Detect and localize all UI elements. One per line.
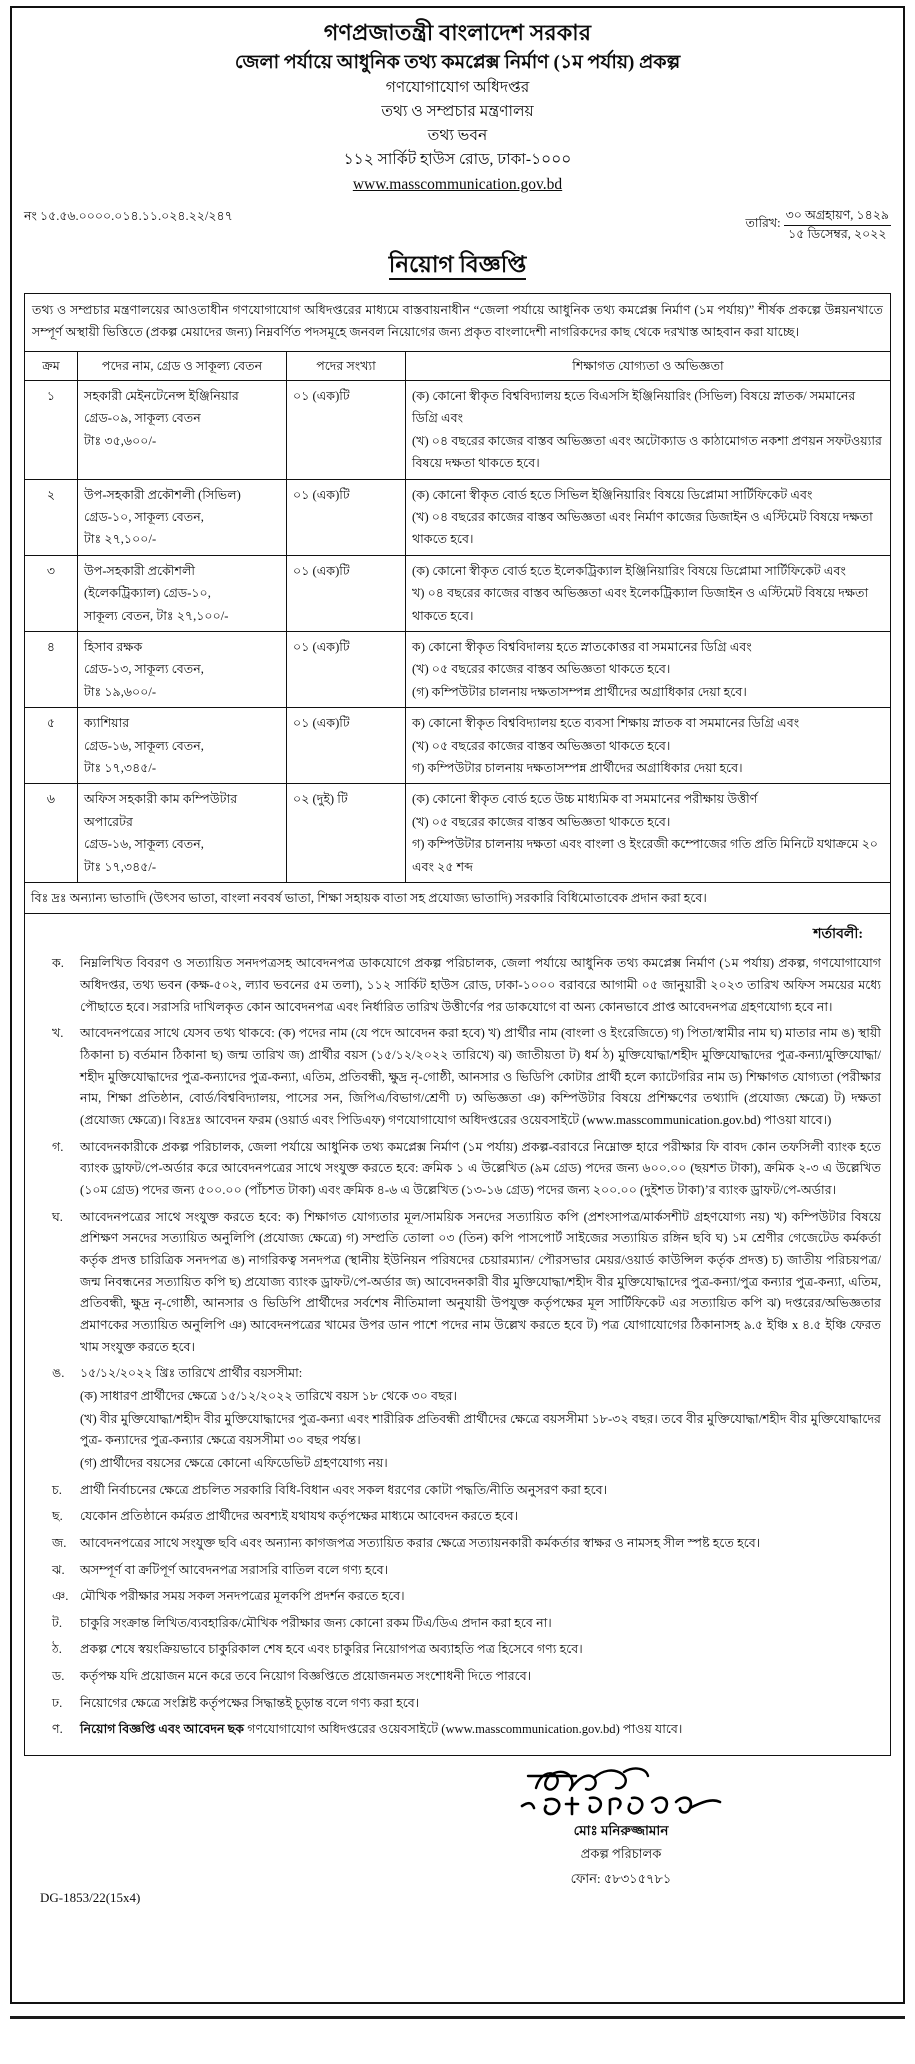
row-serial: ২ xyxy=(25,479,78,555)
row-qualification xyxy=(406,708,891,784)
condition-marker: ঝ. xyxy=(52,1562,65,1577)
table-header-row xyxy=(25,351,891,380)
post-line: (ইলেকট্রিক্যাল) গ্রেড-১০, xyxy=(84,586,211,601)
row-post xyxy=(78,631,287,707)
post-line: টাঃ ২৭,১০০/- xyxy=(84,532,157,547)
document-reference: DG-1853/22(15x4) xyxy=(40,1890,141,1906)
condition-item-na xyxy=(34,1719,881,1741)
col-header-qualification: শিক্ষাগত যোগ্যতা ও অভিজ্ঞতা xyxy=(406,351,891,380)
post-line: গ্রেড-১৬, সাকূল্য বেতন, xyxy=(84,738,204,753)
condition-text: অসম্পূর্ণ বা ক্রটিপূর্ণ আবেদনপত্র সরাসরি বাতিল বলে গণ্য হবে। xyxy=(80,1562,389,1577)
condition-marker: গ. xyxy=(52,1139,64,1154)
signatory-name: মোঃ মনিরুজ্জামান xyxy=(573,1823,669,1839)
condition-item-dha xyxy=(34,1693,881,1715)
row-serial: ৫ xyxy=(25,708,78,784)
memo-date-english: ১৫ ডিসেম্বর, ২০২২ xyxy=(788,226,887,241)
condition-text: প্রকল্প শেষে স্বয়ংক্রিয়ভাবে চাকুরিকাল শেষ হবে এবং চাকুরির নিয়োগপত্র অব্যাহতি পত্র হিসেবে গণ্য হবে। xyxy=(80,1642,583,1657)
memo-row xyxy=(24,208,891,242)
condition-marker: ঠ. xyxy=(52,1642,62,1657)
condition-text: নিয়োগের ক্ষেত্রে সংশ্লিষ্ট কর্তৃপক্ষের সিদ্ধান্তই চূড়ান্ত বলে গণ্য করা হবে। xyxy=(80,1695,420,1710)
row-serial: ৬ xyxy=(25,784,78,883)
post-line: গ্রেড-১৬, সাকূল্য বেতন, xyxy=(84,837,204,852)
page-title-text: নিয়োগ বিজ্ঞপ্তি xyxy=(389,252,526,280)
condition-marker: ক. xyxy=(52,956,64,971)
condition-item-nia xyxy=(34,1586,881,1608)
age-limit-heading: ১৫/১২/২০২২ খ্রিঃ তারিখে প্রার্থীর বয়সসীমা: xyxy=(80,1366,303,1381)
qualification-line: (ক) কোনো স্বীকৃত বোর্ড হতে সিভিল ইঞ্জিনিয়ারিং বিষয়ে ডিপ্লোমা সার্টিফিকেট এবং xyxy=(412,487,813,502)
post-line: গ্রেড-১৩, সাকূল্য বেতন, xyxy=(84,662,204,677)
memo-number: নং ১৫.৫৬.০০০০.০১৪.১১.০২৪.২২/২৪৭ xyxy=(24,208,233,223)
condition-item-jha xyxy=(34,1560,881,1582)
col-header-vacancies: পদের সংখ্যা xyxy=(287,351,406,380)
table-row xyxy=(25,380,891,479)
post-line: হিসাব রক্ষক xyxy=(84,639,143,654)
condition-item-da xyxy=(34,1666,881,1688)
condition-marker: ণ. xyxy=(52,1722,63,1737)
qualification-line: খ) ০৪ বছরের কাজের বাস্তব অভিজ্ঞতা এবং ইলেকট্রিক্যাল ডিজাইন ও এস্টিমেট বিষয়ে দক্ষতা থাকতে হবে। xyxy=(412,586,869,623)
post-line: উপ-সহকারী প্রকৌশলী (সিভিল) xyxy=(84,487,241,502)
qualification-line: (খ) ০৫ বছরের কাজের বাস্তব অভিজ্ঞতা থাকতে হবে। xyxy=(412,662,671,677)
table-note-row xyxy=(25,883,891,914)
qualification-line: ক) কোনো স্বীকৃত বিশ্ববিদ্যালয় হতে ব্যবসা শিক্ষায় স্নাতক বা সমমানের ডিগ্রি এবং xyxy=(412,716,800,731)
post-line: উপ-সহকারী প্রকৌশলী xyxy=(84,563,195,578)
qualification-line: (খ) ০৪ বছরের কাজের বাস্তব অভিজ্ঞতা এবং নির্মাণ কাজের ডিজাইন ও এস্টিমেট বিষয়ে দক্ষতা থাকতে হবে। xyxy=(412,509,873,547)
table-row xyxy=(25,784,891,883)
post-line: টাঃ ১৭,৩৪৫/- xyxy=(84,859,157,874)
post-line: টাঃ ৩৫,৬০০/- xyxy=(84,433,157,448)
condition-item-uo xyxy=(34,1363,881,1474)
signature-block xyxy=(501,1762,741,1891)
condition-marker: খ. xyxy=(52,1026,64,1041)
condition-item-ta xyxy=(34,1613,881,1635)
row-post xyxy=(78,555,287,631)
conditions-heading: শর্তাবলী: xyxy=(813,927,863,943)
row-vacancies: ০১ (এক)টি xyxy=(287,708,406,784)
row-qualification xyxy=(406,479,891,555)
qualification-line: ক) কোনো স্বীকৃত বিশ্ববিদালয় হতে স্নাতকোত্তর বা সমমানের ডিগ্রি এবং xyxy=(412,639,752,654)
condition-text: আবেদনপত্রের সাথে যেসব তথ্য থাকবে: (ক) পদের নাম (যে পদে আবেদন করা হবে) খ) প্রার্থীর নাম (বাংলা ও ইংরেজিতে) গ) পিতা/স্বামীর নাম ঘ) মাতার নাম ঙ) স্থায়ী ঠিকানা চ) বর্তমান ঠিকানা ছ) জন্ম তারিখ জ) প্রার্থীর বয়স (১৫/১২/২০২২ তারিখে) ঝ) জাতীয়তা ট) ধর্ম ঠ) মুক্তিযোদ্ধা/শহীদ মুক্তিযোদ্ধাদের পুত্র-কন্যা/মুক্তিযোদ্ধা/শহীদ মুক্তিযোদ্ধাদের পুত্র-কন্যাদের পুত্র-কন্যা, এতিম, প্রতিবন্ধী, ক্ষুদ্র নৃ-গোষ্ঠী, আনসার ও ভিডিপি কোটার প্রার্থী হলে ক্যাটেগরির নাম ড) শিক্ষাগত যোগ্যতা (পরীক্ষার নাম, শিক্ষা প্রতিষ্ঠান, বোর্ড/বিশ্ববিদ্যালয়, পাসের সন, জিপিএ/বিভাগ/শ্রেণী ঢ) অভিজ্ঞতা ঞ) কম্পিউটার বিষয়ে প্রশিক্ষণের তথ্যাদি (প্রযোজ্য ক্ষেত্রে) ট) দক্ষতা (প্রযোজ্য ক্ষেত্রে)। বিঃদ্রঃ আবেদন ফরম (ওয়ার্ড এবং পিডিএফ) গণযোগাযোগ অধিদপ্তরের ওয়েবসাইটে (www.masscommunication.gov.bd) পাওয়া যাবে।) xyxy=(80,1026,881,1128)
intro-paragraph: তথ্য ও সম্প্রচার মন্ত্রণালয়ের আওতাধীন গণযোগাযোগ অধিদপ্তরের মাধ্যমে বাস্তবায়নাধীন “জেলা পর্যায়ে আধুনিক তথ্য কমপ্লেক্স নির্মাণ (১ম পর্যায়)” শীর্ষক প্রকল্পে উন্নয়নখাতে সম্পূর্ণ অস্থায়ী ভিত্তিতে (প্রকল্প মেয়াদের জন্য) নিম্নবর্ণিত পদসমূহে জনবল নিয়োগের জন্য প্রকৃত বাংলাদেশী নাগরিকদের কাছ থেকে দরখাস্ত আহবান করা যাচ্ছে। xyxy=(24,293,891,350)
row-vacancies: ০১ (এক)টি xyxy=(287,479,406,555)
qualification-line: (ক) কোনো স্বীকৃত বোর্ড হতে ইলেকট্রিক্যাল ইঞ্জিনিয়ারিং বিষয়ে ডিপ্লোমা সার্টিফিকেট এবং xyxy=(412,563,846,578)
memo-date-label: তারিখ: xyxy=(745,216,781,231)
row-qualification xyxy=(406,555,891,631)
qualification-line: (ক) কোনো স্বীকৃত বোর্ড হতে উচ্চ মাধ্যমিক বা সমমানের পরীক্ষায় উত্তীর্ণ xyxy=(412,792,758,807)
condition-text: চাকুরি সংক্রান্ত লিখিত/ব্যবহারিক/মৌখিক পরীক্ষার জন্য কোনো রকম টিএ/ডিএ প্রদান করা হবে না। xyxy=(80,1615,552,1630)
page-title xyxy=(24,246,891,285)
condition-bold-prefix: নিয়োগ বিজ্ঞপ্তি এবং আবেদন ছক xyxy=(80,1722,245,1737)
condition-marker: ড. xyxy=(52,1669,65,1684)
condition-item-ga xyxy=(34,1137,881,1202)
qualification-line: (খ) ০৪ বছরের কাজের বাস্তব অভিজ্ঞতা এবং অটোক্যাড ও কাঠামোগত নকশা প্রণয়ন সফটওয়্যার বিষয়ে দক্ষতা থাকতে হবে। xyxy=(412,433,882,471)
row-serial: ৪ xyxy=(25,631,78,707)
condition-text: নিম্নলিখিত বিবরণ ও সত্যায়িত সনদপত্রসহ আবেদনপত্র ডাকযোগে প্রকল্প পরিচালক, জেলা পর্যায়ে আধুনিক তথ্য কমপ্লেক্স নির্মাণ (১ম পর্যায়) প্রকল্প, গণযোগাযোগ অধিদপ্তর, তথ্য ভবন (কক্ষ-৫০২, ল্যাব ভবনের ৫ম তলা), ১১২ সার্কিট হাউস রোড, ঢাকা-১০০০ বরাবরে আগামী ০৫ জানুয়ারী ২০২৩ তারিখ অফিস সময়ের মধ্যে পৌছাতে হবে। সরাসরি দাখিলকৃত কোন আবেদনপত্র এবং নির্ধারিত তারিখ উত্তীর্ণের পর ডাকযোগে বা অন্য কোনভাবে প্রাপ্ত আবেদনপত্র গ্রহণযোগ্য হবে না। xyxy=(80,956,881,1014)
post-line: অপারেটর xyxy=(84,814,133,829)
row-vacancies: ০১ (এক)টি xyxy=(287,380,406,479)
condition-marker: ঢ. xyxy=(52,1695,63,1710)
memo-date-bangla: ৩০ অগ্রহায়ণ, ১৪২৯ xyxy=(784,208,891,226)
condition-marker: ট. xyxy=(52,1615,63,1630)
condition-text xyxy=(80,1719,881,1741)
building-name: তথ্য ভবন xyxy=(427,127,488,145)
age-rule-ka: (ক) সাধারণ প্রার্থীদের ক্ষেত্রে ১৫/১২/২০২২ তারিখে বয়স ১৮ থেকে ৩০ বছর। xyxy=(80,1388,458,1403)
table-row xyxy=(25,555,891,631)
row-post xyxy=(78,380,287,479)
condition-text-rest: গণযোগাযোগ অধিদপ্তরের ওয়েবসাইটে (www.masscommunication.gov.bd) পাওয় যাবে। xyxy=(244,1722,683,1737)
vacancy-table-body xyxy=(25,380,891,914)
allowance-note: বিঃ দ্রঃ অন্যান্য ভাতাদি (উৎসব ভাতা, বাংলা নববর্ষ ভাতা, শিক্ষা সহায়ক বাতা সহ প্রযোজ্য ভাতাদি) সরকারি বিধিমোতাবেক প্রদান করা হবে। xyxy=(25,883,891,914)
handwritten-signature-icon xyxy=(506,1762,736,1824)
row-serial: ১ xyxy=(25,380,78,479)
post-line: গ্রেড-১০, সাকূল্য বেতন, xyxy=(84,509,204,524)
row-vacancies: ০১ (এক)টি xyxy=(287,631,406,707)
post-line: সহকারী মেইনটেনেন্স ইঞ্জিনিয়ার xyxy=(84,388,239,403)
project-name: জেলা পর্যায়ে আধুনিক তথ্য কমপ্লেক্স নির্মাণ (১ম পর্যায়) প্রকল্প xyxy=(234,51,681,73)
condition-marker: চ. xyxy=(52,1482,62,1497)
signatory-phone: ফোন: ৫৮৩১৫৭৮১ xyxy=(570,1871,672,1887)
condition-marker: ঞ. xyxy=(52,1589,69,1604)
ministry-name: তথ্য ও সম্প্রচার মন্ত্রণালয় xyxy=(381,103,534,121)
condition-text: আবেদনপত্রের সাথে সংযুক্ত করতে হবে: ক) শিক্ষাগত যোগ্যতার মূল/সাময়িক সনদের সত্যায়িত কপি (প্রশংসাপত্র/মার্কসশীট গ্রহণযোগ্য নয়) খ) কম্পিউটার বিষয়ে প্রশিক্ষণ সনদের সত্যায়িত অনুলিপি (প্রযোজ্য ক্ষেত্রে) গ) সম্প্রতি তোলা ০৩ (তিন) কপি পাসপোর্ট সাইজের সত্যায়িত রঙ্গিন ছবি ঘ) ১ম শ্রেণীর গেজেটেড কর্মকর্তা কর্তৃক প্রদত্ত চারিত্রিক সনদপত্র ঙ) নাগরিকত্ব সনদপত্র (স্থানীয় ইউনিয়ন পরিষদের চেয়ারম্যান/ পৌরসভার মেয়র/ওয়ার্ড কাউন্সিল কর্তৃক প্রদত্ত) চ) জাতীয় পরিচয়পত্র/জন্ম নিবন্ধনের সত্যায়িত কপি ছ) প্রযোজ্য ব্যাংক ড্রাফট/পে-অর্ডার জ) আবেদনকারী বীর মুক্তিযোদ্ধা/শহীদ বীর মুক্তিযোদ্ধাদের পুত্র-কন্যা/পুত্র কন্যার পুত্র-কন্যা, এতিম, প্রতিবন্ধী, ক্ষুদ্র নৃ-গোষ্ঠী, আনসার ও ভিডিপি প্রার্থীদের সর্বশেষ নীতিমালা অনুযায়ী উপযুক্ত কর্তৃপক্ষের মূল সার্টিফিকেট এর সত্যায়িত কপি ঝ) দপ্তরের/অভিজ্ঞতার প্রমাণকের সত্যায়িত অনুলিপি ঞ) আবেদনপত্রের খামের উপর ডান পাশে পদের নাম উল্লেখ করতে হবে ট) পত্র যোগাযোগের ঠিকানাসহ ৯.৫ ইঞ্চি x ৪.৫ ইঞ্চি ফেরত খাম সংযুক্ত করতে হবে। xyxy=(80,1209,881,1354)
condition-text xyxy=(80,1363,881,1474)
memo-date-stack xyxy=(784,208,891,242)
qualification-line: (ক) কোনো স্বীকৃত বিশ্ববিদ্যালয় হতে বিএসসি ইঞ্জিনিয়ারিং (সিভিল) বিষয়ে স্নাতক/ সমমানের ডিগ্রি এবং xyxy=(412,388,856,426)
condition-item-tha xyxy=(34,1639,881,1661)
table-row xyxy=(25,708,891,784)
directorate-name: গণযোগাযোগ অধিদপ্তর xyxy=(385,79,530,97)
organization-header xyxy=(24,18,891,196)
vacancy-table xyxy=(24,351,891,915)
condition-item-cha xyxy=(34,1480,881,1502)
age-rule-ga: (গ) প্রার্থীদের বয়সের ক্ষেত্রে কোনো এফিডেভিট গ্রহণযোগ্য নয়। xyxy=(80,1455,388,1470)
condition-item-ka xyxy=(34,953,881,1018)
table-row xyxy=(25,631,891,707)
post-line: ক্যাশিয়ার xyxy=(84,716,130,731)
col-header-post: পদের নাম, গ্রেড ও সাকূল্য বেতন xyxy=(78,351,287,380)
memo-date xyxy=(745,208,891,242)
table-row xyxy=(25,479,891,555)
qualification-line: (খ) ০৫ বছরের কাজের বাস্তব অভিজ্ঞতা থাকতে হবে। xyxy=(412,738,671,753)
condition-text: প্রার্থী নির্বাচনের ক্ষেত্রে প্রচলিত সরকারি বিধি-বিধান এবং সকল ধরণের কোটা পদ্ধতি/নীতি অনুসরণ করা হবে। xyxy=(80,1482,608,1497)
condition-marker: ঘ. xyxy=(52,1209,63,1224)
qualification-line: (খ) ০৫ বছরের কাজের বাস্তব অভিজ্ঞতা থাকতে হবে। xyxy=(412,814,671,829)
condition-marker: জ. xyxy=(52,1535,67,1550)
condition-item-chha xyxy=(34,1506,881,1528)
address-line: ১১২ সার্কিট হাউস রোড, ঢাকা-১০০০ xyxy=(343,151,572,169)
post-line: সাকূল্য বেতন, টাঃ ২৭,১০০/- xyxy=(84,608,229,623)
post-line: টাঃ ১৭,৩৪৫/- xyxy=(84,761,157,775)
govt-name: গণপ্রজাতন্ত্রী বাংলাদেশ সরকার xyxy=(323,20,592,45)
website-link[interactable]: www.masscommunication.gov.bd xyxy=(352,176,563,194)
row-post xyxy=(78,784,287,883)
row-qualification xyxy=(406,631,891,707)
condition-text: আবেদনকারীকে প্রকল্প পরিচালক, জেলা পর্যায়ে আধুনিক তথ্য কমপ্লেক্স নির্মাণ (১ম পর্যায়) প্রকল্প-বরাবরে নিম্নোক্ত হারে পরীক্ষার ফি বাবদ কোন তফসিলী ব্যাংক হতে ব্যাংক ড্রাফট/পে-অর্ডার করে আবেদনপত্রের সাথে সংযুক্ত করতে হবে: ক্রমিক ১ এ উল্লেখিত (৯ম গ্রেড) পদের জন্য ৬০০.০০ (ছয়শত টাকা), ক্রমিক ২-৩ এ উল্লেখিত (১০ম গ্রেড) পদের জন্য ৫০০.০০ (পাঁচশত টাকা) এবং ক্রমিক ৪-৬ এ উল্লেখিত (১৩-১৬ গ্রেড) পদের জন্য ২০০.০০ (দুইশত টাকা)’র ব্যাংক ড্রাফট/পে-অর্ডার। xyxy=(80,1139,882,1197)
row-post xyxy=(78,708,287,784)
row-vacancies: ০২ (দুই) টি xyxy=(287,784,406,883)
post-line: গ্রেড-০৯, সাকূল্য বেতন xyxy=(84,411,201,426)
condition-text: আবেদনপত্রের সাথে সংযুক্ত ছবি এবং অন্যান্য কাগজপত্র সত্যায়িত করার ক্ষেত্রে সত্যায়নকারী কর্মকর্তার স্বাক্ষর ও নামসহ সীল স্পষ্ট হতে হবে। xyxy=(80,1535,761,1550)
row-post xyxy=(78,479,287,555)
post-line: অফিস সহকারী কাম কম্পিউটার xyxy=(84,792,238,807)
condition-marker: ঙ. xyxy=(52,1366,65,1381)
row-qualification xyxy=(406,784,891,883)
condition-item-ja xyxy=(34,1533,881,1555)
row-serial: ৩ xyxy=(25,555,78,631)
condition-text: যেকোন প্রতিষ্ঠানে কর্মরত প্রার্থীদের অবশ্যই যথাযথ কর্তৃপক্ষের মাধ্যমে আবেদন করতে হবে। xyxy=(80,1509,519,1524)
signature-area xyxy=(24,1762,891,1912)
bottom-rule xyxy=(10,2016,905,2019)
condition-text: কর্তৃপক্ষ যদি প্রয়োজন মনে করে তবে নিয়োগ বিজ্ঞপ্তিতে প্রয়োজনমত সংশোধনী দিতে পারবে। xyxy=(80,1669,532,1684)
condition-item-gha xyxy=(34,1207,881,1359)
document-frame xyxy=(10,6,905,2004)
conditions-section xyxy=(24,914,891,1756)
condition-text: মৌখিক পরীক্ষার সময় সকল সনদপত্রের মূলকপি প্রদর্শন করতে হবে। xyxy=(80,1589,405,1604)
row-vacancies: ০১ (এক)টি xyxy=(287,555,406,631)
qualification-line: (গ) কম্পিউটার চালনায় দক্ষতাসম্পন্ন প্রার্থীদের অগ্রাধিকার দেয়া হবে। xyxy=(412,684,747,699)
condition-marker: ছ. xyxy=(52,1509,63,1524)
col-header-serial: ক্রম xyxy=(25,351,78,380)
condition-item-kha xyxy=(34,1023,881,1131)
row-qualification xyxy=(406,380,891,479)
qualification-line: গ) কম্পিউটার চালনায় দক্ষতাসম্পন্ন প্রার্থীদের অগ্রাধিকার দেয়া হবে। xyxy=(412,761,743,775)
qualification-line: গ) কম্পিউটার চালনায় দক্ষতা এবং বাংলা ও ইংরেজী কম্পোজের গতি প্রতি মিনিটে যথাক্রমে ২০ এবং ২৫ শব্দ xyxy=(412,837,878,874)
signatory-designation: প্রকল্প পরিচালক xyxy=(580,1846,662,1862)
post-line: টাঃ ১৯,৬০০/- xyxy=(84,684,157,699)
age-rule-kha: (খ) বীর মুক্তিযোদ্ধা/শহীদ বীর মুক্তিযোদ্ধাদের পুত্র-কন্যা এবং শারীরিক প্রতিবন্ধী প্রার্থীদের ক্ষেত্রে বয়সসীমা ১৮-৩২ বছর। তবে বীর মুক্তিযোদ্ধা/শহীদ বীর মুক্তিযোদ্ধাদের পুত্র- কন্যাদের পুত্র-কন্যার ক্ষেত্রে বয়সসীমা ৩০ বছর পর্যন্ত। xyxy=(80,1411,881,1448)
